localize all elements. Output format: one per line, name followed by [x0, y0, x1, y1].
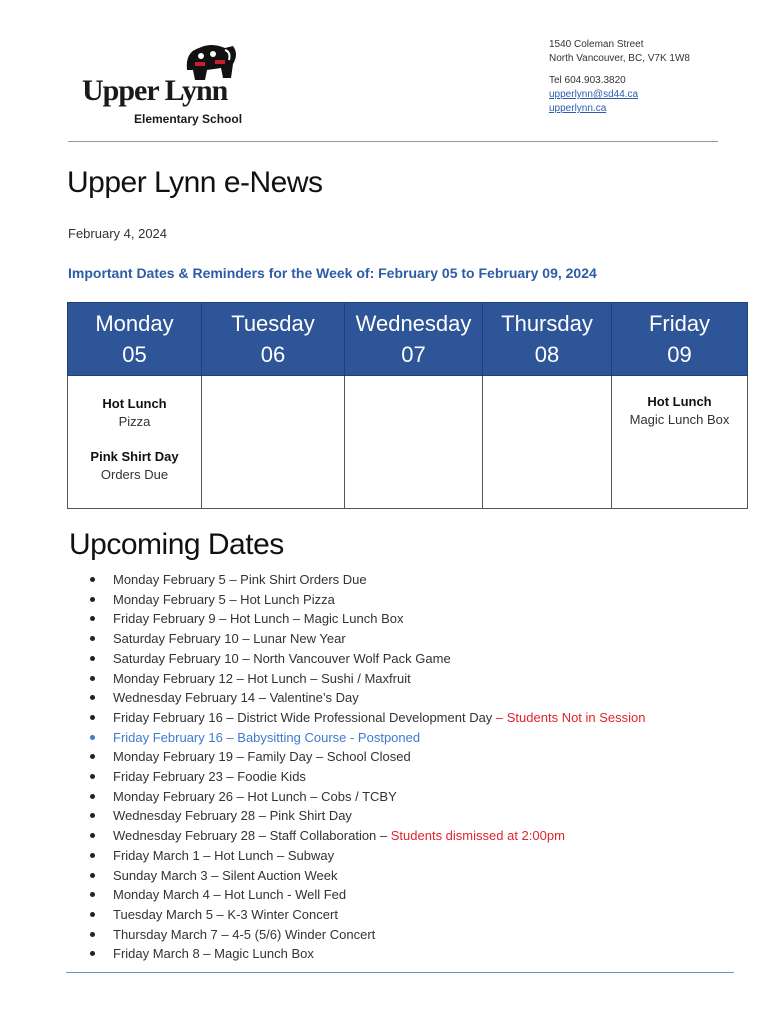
day-header-friday: Friday 09	[612, 303, 748, 376]
calendar-header-row	[68, 303, 748, 376]
list-item-text: Friday February 23 – Foodie Kids	[113, 769, 306, 785]
list-item-text: Friday March 1 – Hot Lunch – Subway	[113, 847, 335, 863]
list-item-text: Monday February 5 – Hot Lunch Pizza	[113, 591, 335, 607]
list-item-text: Thursday March 7 – 4-5 (5/6) Winder Concert	[113, 926, 376, 942]
day-cell-tuesday	[202, 376, 345, 509]
list-item-text: Friday February 16 – District Wide Professional Development Day	[113, 709, 493, 725]
list-item-text: Monday February 5 – Pink Shirt Orders Due	[113, 572, 367, 587]
telephone: Tel 604.903.3820	[549, 75, 626, 86]
list-item-text: Monday March 4 – Hot Lunch - Well Fed	[113, 887, 347, 903]
event-heading: Pink Shirt Day	[90, 449, 179, 464]
day-header-wednesday: Wednesday 07	[345, 303, 483, 376]
list-item	[113, 669, 646, 689]
school-name: Upper Lynn	[82, 74, 228, 107]
list-item-text: Monday February 12 – Hot Lunch – Sushi / Maxfruit	[113, 670, 411, 686]
event-detail: Orders Due	[100, 467, 169, 482]
list-item	[113, 806, 646, 826]
list-item-text: Friday February 9 – Hot Lunch – Magic Lunch Box	[113, 611, 404, 627]
address-line-1: 1540 Coleman Street	[549, 39, 644, 50]
calendar-event	[68, 396, 201, 429]
week-calendar	[67, 302, 748, 509]
list-item-text: Sunday March 3 – Silent Auction Week	[113, 867, 338, 883]
list-item	[113, 925, 646, 945]
list-item-text: Wednesday February 28 – Pink Shirt Day	[113, 808, 352, 824]
event-detail: Magic Lunch Box	[629, 412, 730, 427]
day-header-thursday: Thursday 08	[483, 303, 612, 376]
day-cell-thursday	[483, 376, 612, 509]
school-subtitle: Elementary School	[134, 112, 243, 126]
list-item-text: Tuesday March 5 – K-3 Winter Concert	[113, 906, 338, 922]
list-item	[113, 826, 646, 846]
list-item-text: Monday February 26 – Hot Lunch – Cobs / TCBY	[113, 788, 397, 804]
upcoming-dates-list	[70, 570, 646, 964]
day-header-monday: Monday 05	[68, 303, 202, 376]
list-item-text: Monday February 19 – Family Day – School Closed	[113, 749, 411, 765]
school-logo	[82, 38, 247, 128]
list-item	[113, 787, 646, 807]
day-cell-wednesday	[345, 376, 483, 509]
list-item-text: Saturday February 10 – North Vancouver Wolf Pack Game	[113, 650, 451, 666]
week-heading: Important Dates & Reminders for the Week of: February 05 to February 09, 2024	[68, 265, 597, 281]
list-item	[113, 905, 646, 925]
footer-divider	[66, 972, 734, 973]
calendar-event	[612, 394, 747, 427]
list-item-alert: – Students Not in Session	[492, 709, 646, 725]
day-cell-friday	[612, 376, 748, 509]
list-item	[113, 944, 646, 964]
list-item	[113, 708, 646, 728]
contact-block	[549, 38, 690, 116]
list-item	[113, 767, 646, 787]
newsletter-title: Upper Lynn e-News	[67, 166, 323, 199]
list-item	[113, 846, 646, 866]
list-item	[113, 649, 646, 669]
list-item	[113, 688, 646, 708]
event-heading: Hot Lunch	[102, 396, 167, 411]
list-item-alert: Students dismissed at 2:00pm	[390, 828, 565, 844]
day-header-tuesday: Tuesday 06	[202, 303, 345, 376]
email-link[interactable]: upperlynn@sd44.ca	[549, 89, 639, 100]
list-item	[113, 747, 646, 767]
list-item-text: Friday March 8 – Magic Lunch Box	[113, 946, 314, 962]
list-item	[113, 609, 646, 629]
list-item-text: Wednesday February 14 – Valentine’s Day	[113, 690, 359, 706]
day-cell-monday	[68, 376, 202, 509]
list-item	[113, 629, 646, 649]
event-heading: Hot Lunch	[647, 394, 712, 409]
list-item-text: Friday February 16 – Babysitting Course - Postponed	[113, 729, 421, 745]
calendar-event	[68, 449, 201, 482]
event-detail: Pizza	[118, 414, 151, 429]
address-line-2: North Vancouver, BC, V7K 1W8	[549, 53, 690, 64]
newsletter-date: February 4, 2024	[68, 226, 168, 241]
calendar-events-row	[68, 376, 748, 509]
upcoming-dates-title: Upcoming Dates	[69, 528, 284, 561]
list-item	[113, 728, 646, 748]
header-divider	[68, 141, 718, 142]
website-link[interactable]: upperlynn.ca	[549, 103, 607, 114]
list-item	[113, 866, 646, 886]
list-item-text: Wednesday February 28 – Staff Collaboration –	[113, 828, 391, 844]
list-item	[113, 590, 646, 610]
list-item	[113, 885, 646, 905]
list-item-text: Saturday February 10 – Lunar New Year	[113, 631, 346, 647]
list-item	[113, 570, 646, 590]
